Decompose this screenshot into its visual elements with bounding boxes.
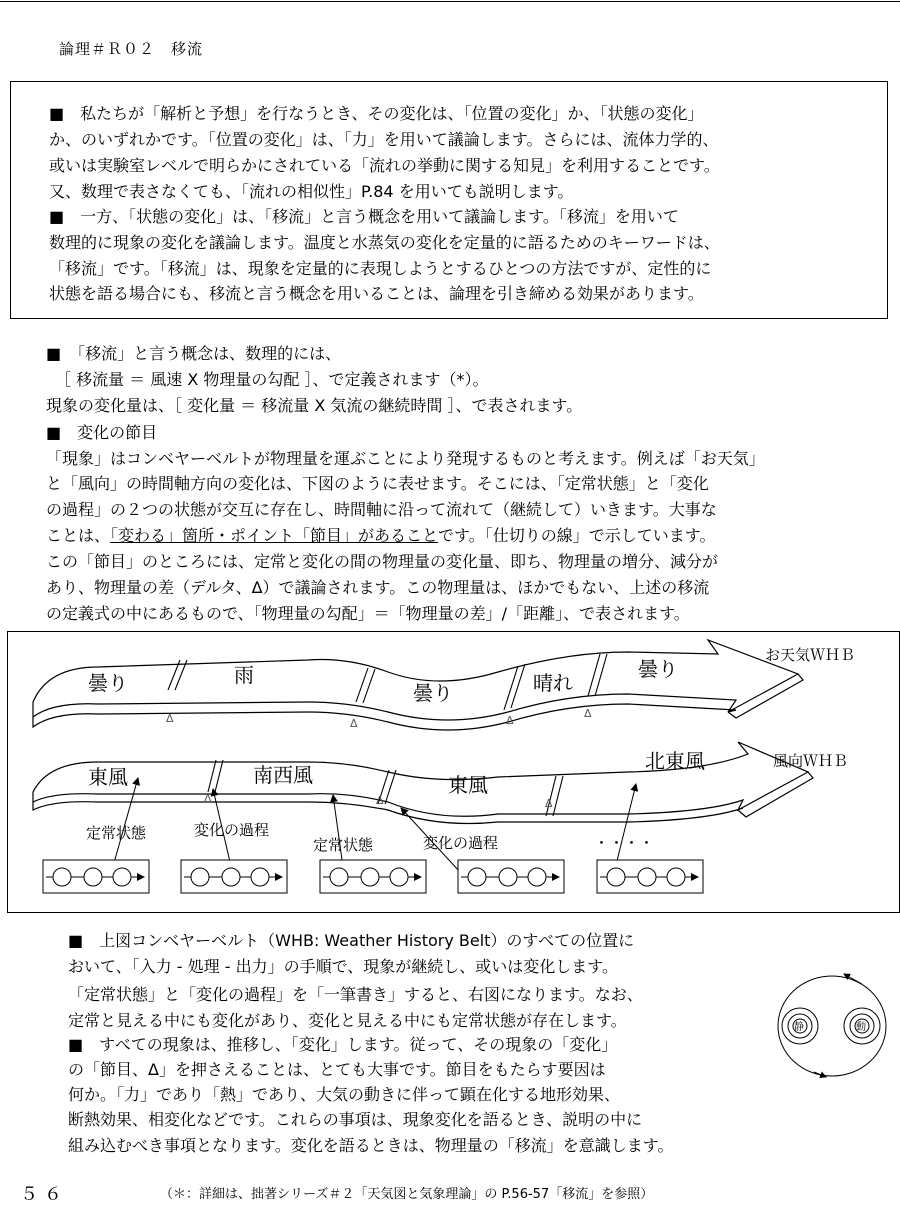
page-title: 論理＃Ｒ０２ 移流: [59, 40, 204, 58]
bottom-line: ■ 上図コンベヤーベルト（WHB: Weather History Belt）のすべての位置に: [68, 931, 635, 950]
weather-segment: 曇り: [88, 671, 128, 695]
box-line: か、のいずれかです。「位置の変化」は、「力」を用いて議論します。さらには、流体力学的、: [49, 130, 719, 149]
delta-mark: Δ: [166, 712, 174, 725]
bottom-line: ■ すべての現象は、推移し、「変化」します。従って、その現象の「変化」: [68, 1035, 618, 1054]
weather-segment: 曇り: [413, 681, 453, 705]
top-rule: [0, 1, 900, 2]
text-post: です。「仕切りの線」で示しています。: [438, 526, 716, 545]
wind-segment: 東風: [448, 773, 488, 797]
weather-segment: 曇り: [638, 657, 678, 681]
weather-segment: 晴れ: [533, 671, 573, 695]
bottom-line: 断熱効果、相変化などです。これらの事項は、現象変化を語るとき、説明の中に: [68, 1110, 643, 1129]
steady-change-cycle-diagram: [770, 964, 895, 1089]
text-pre: ことは、: [46, 526, 111, 545]
wind-segment: 東風: [88, 765, 128, 789]
body-line: 「現象」はコンベヤーベルトが物理量を運ぶことにより発現するものと考えます。例えば「お天気」: [46, 449, 765, 468]
label-steady-state: 定常状態: [313, 836, 374, 854]
box-line: 「移流」です。「移流」は、現象を定量的に表現しようとするひとつの方法ですが、定性的に: [49, 259, 712, 278]
label-change-process: 変化の過程: [194, 821, 270, 839]
box-line: 数理的に現象の変化を議論します。温度と水蒸気の変化を定量的に語るためのキーワードは、: [49, 233, 720, 252]
body-line: の定義式の中にあるもので、「物理量の勾配」＝「物理量の差」/「距離」、で表されます。: [46, 604, 690, 623]
box-line: 或いは実験室レベルで明らかにされている「流れの挙動に関する知見」を利用することです。: [49, 156, 720, 175]
cycle-arrow: [844, 974, 862, 984]
body-line: と「風向」の時間軸方向の変化は、下図のように表せます。そこには、「定常状態」と「変化: [46, 474, 709, 493]
bottom-line: 「定常状態」と「変化の過程」を「一筆書き」すると、右図になります。なお、: [68, 985, 643, 1004]
footnote: （＊：詳細は、拙著シリーズ＃２「天気図と気象理論」の P.56-57「移流」を参照）: [160, 1187, 654, 1202]
label-steady-state: 定常状態: [86, 824, 147, 842]
ellipsis: ・・・・: [594, 834, 655, 852]
delta-mark: Δ: [506, 714, 514, 727]
weather-segment: 雨: [234, 663, 254, 687]
underlined-phrase: 「変わる」箇所・ポイント「節目」があること: [110, 526, 439, 545]
box-line: ■ 一方、「状態の変化」は、「移流」と言う概念を用いて議論します。「移流」を用いて: [49, 207, 679, 226]
bottom-line: 何か。「力」であり「熱」であり、大気の動きに伴って顕在化する地形効果、: [68, 1085, 621, 1104]
body-line: この「節目」のところには、定常と変化の間の物理量の変化量、即ち、物理量の増分、減分が: [46, 552, 719, 571]
body-line: ■ 「移流」と言う概念は、数理的には、: [46, 344, 342, 363]
belt-diagram: [8, 632, 899, 912]
body-line: の過程」の２つの状態が交互に存在し、時間軸に沿って流れて（継続して）いきます。大事な: [46, 500, 717, 519]
delta-mark: Δ: [584, 707, 592, 720]
bottom-line: の「節目、Δ」を押さえることは、とても大事です。節目をもたらす要因は: [68, 1060, 606, 1079]
wind-belt-name: 風向ＷＨＢ: [773, 752, 849, 770]
body-line: 現象の変化量は、［ 変化量 ＝ 移流量 X 気流の継続時間 ］、で表されます。: [46, 396, 583, 415]
delta-mark: Δ: [204, 792, 212, 805]
delta-mark: Δ: [350, 717, 358, 730]
body-line-underlined: [46, 526, 715, 546]
process-box: [43, 860, 149, 893]
process-box: [458, 860, 564, 893]
body-line: ■ 変化の節目: [46, 423, 158, 442]
delta-mark: Δ: [376, 794, 384, 807]
label-change-process: 変化の過程: [423, 834, 499, 852]
steady-label: 静: [794, 1022, 804, 1033]
bottom-line: 定常と見える中にも変化があり、変化と見える中にも定常状態が存在します。: [68, 1011, 627, 1030]
process-box: [597, 860, 703, 893]
change-label: 動: [856, 1022, 866, 1033]
delta-mark: Δ: [545, 797, 553, 810]
box-line: ■ 私たちが「解析と予想」を行なうとき、その変化は、「位置の変化」か、「状態の変化」: [49, 104, 704, 123]
page-number: ５６: [20, 1184, 68, 1205]
weather-belt-name: お天気ＷＨＢ: [765, 646, 856, 664]
box-line: 状態を語る場合にも、移流と言う概念を用いることは、論理を引き締める効果があります。: [49, 284, 704, 303]
wind-segment: 北東風: [645, 749, 705, 773]
bottom-line: 組み込むべき事項となります。変化を語るときは、物理量の「移流」を意識します。: [68, 1136, 674, 1155]
process-box: [181, 860, 287, 893]
box-line: 又、数理で表さなくても、「流れの相似性」P.84 を用いても説明します。: [49, 182, 574, 201]
conveyor-belt-figure: [7, 631, 900, 913]
cycle-arrow: [814, 1072, 826, 1077]
process-boxes: [43, 860, 703, 893]
body-line: あり、物理量の差（デルタ、Δ）で議論されます。この物理量は、ほかでもない、上述の移流: [46, 578, 710, 597]
bottom-line: おいて、「入力 - 処理 - 出力」の手順で、現象が継続し、或いは変化します。: [68, 957, 618, 976]
process-box: [320, 860, 426, 893]
wind-segment: 南西風: [253, 763, 313, 787]
body-line: ［ 移流量 ＝ 風速 X 物理量の勾配 ］、で定義されます（*）。: [55, 370, 489, 389]
